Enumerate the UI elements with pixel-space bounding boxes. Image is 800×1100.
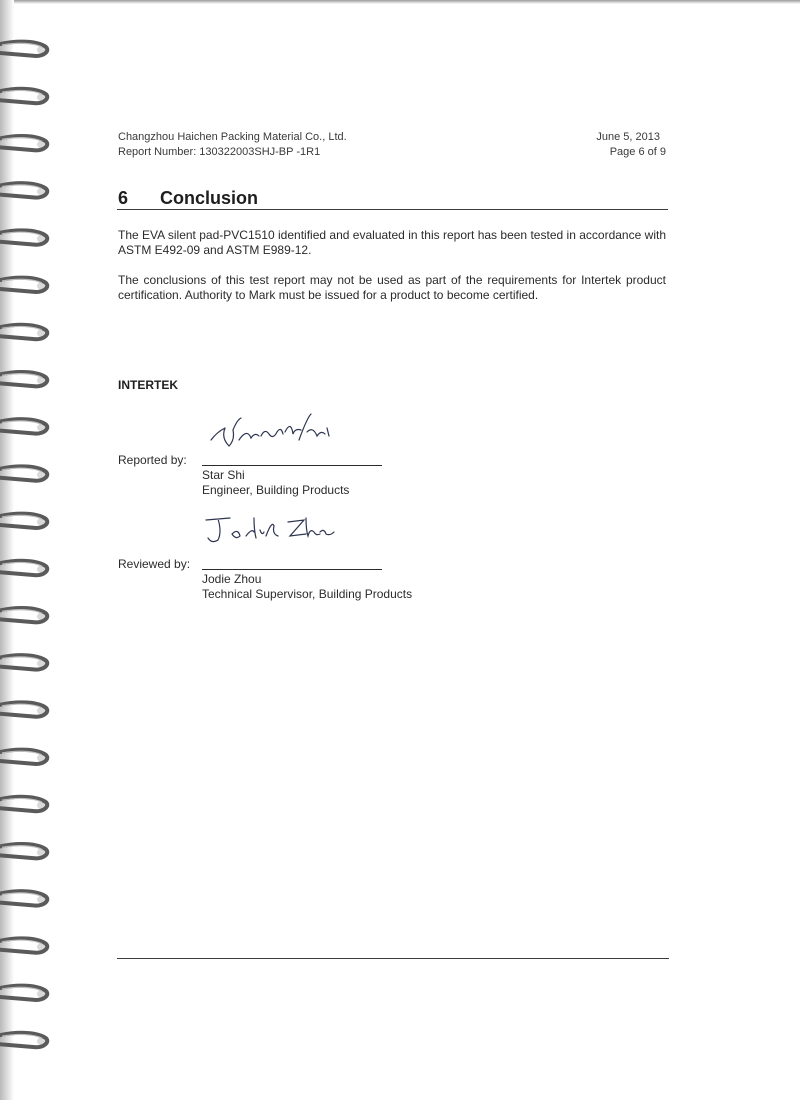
reviewed-by-signature (200, 508, 340, 548)
header-report-number: Report Number: 130322003SHJ-BP -1R1 (118, 146, 321, 158)
binding-coil (0, 278, 47, 292)
section-number: 6 (118, 188, 129, 208)
binding-coil (0, 514, 47, 528)
page-top-edge (0, 0, 800, 4)
organization-name: INTERTEK (118, 378, 178, 392)
binding-coil (0, 938, 47, 952)
binding-coil (0, 797, 47, 811)
binding-coil (0, 42, 47, 56)
binding-coil (0, 655, 47, 669)
binding-coil (0, 844, 47, 858)
conclusion-paragraph-2: The conclusions of this test report may not be used as part of the requirements for Intertek product certification. Authority to Mark must be issued for a product to become certified. (118, 273, 666, 302)
spiral-binding (0, 0, 60, 1100)
reviewed-by-title: Technical Supervisor, Building Products (202, 587, 413, 601)
reported-by-label: Reported by: (118, 453, 187, 467)
binding-coil (0, 325, 47, 339)
section-title-rule (117, 209, 668, 210)
reported-by-name: Star Shi (202, 468, 245, 482)
conclusion-paragraph-1: The EVA silent pad-PVC1510 identified and evaluated in this report has been tested in accordance with ASTM E492-09 and ASTM E989-12. (118, 228, 666, 257)
header-page-number: Page 6 of 9 (609, 146, 666, 158)
footer-rule (117, 958, 669, 959)
reported-by-signature-line (202, 465, 382, 466)
binding-coil (0, 986, 47, 1000)
reviewed-by-label: Reviewed by: (118, 557, 191, 571)
header-company: Changzhou Haichen Packing Material Co., Ltd. (118, 131, 347, 143)
reported-by-title: Engineer, Building Products (202, 483, 350, 497)
reviewed-by-signature-line (202, 569, 382, 570)
section-title: Conclusion (160, 188, 258, 208)
binding-coil (0, 372, 47, 386)
binding-coil (0, 183, 47, 197)
binding-coil (0, 466, 47, 480)
binding-coil (0, 136, 47, 150)
header-date: June 5, 2013 (596, 131, 660, 143)
binding-coil (0, 750, 47, 764)
binding-coil (0, 561, 47, 575)
binding-coil (0, 891, 47, 905)
binding-coil (0, 1033, 47, 1047)
binding-coil (0, 702, 47, 716)
binding-coil (0, 419, 47, 433)
binding-coil (0, 230, 47, 244)
binding-coil (0, 89, 47, 103)
reported-by-signature (203, 410, 343, 455)
binding-coil (0, 608, 47, 622)
reviewed-by-name: Jodie Zhou (202, 572, 262, 586)
